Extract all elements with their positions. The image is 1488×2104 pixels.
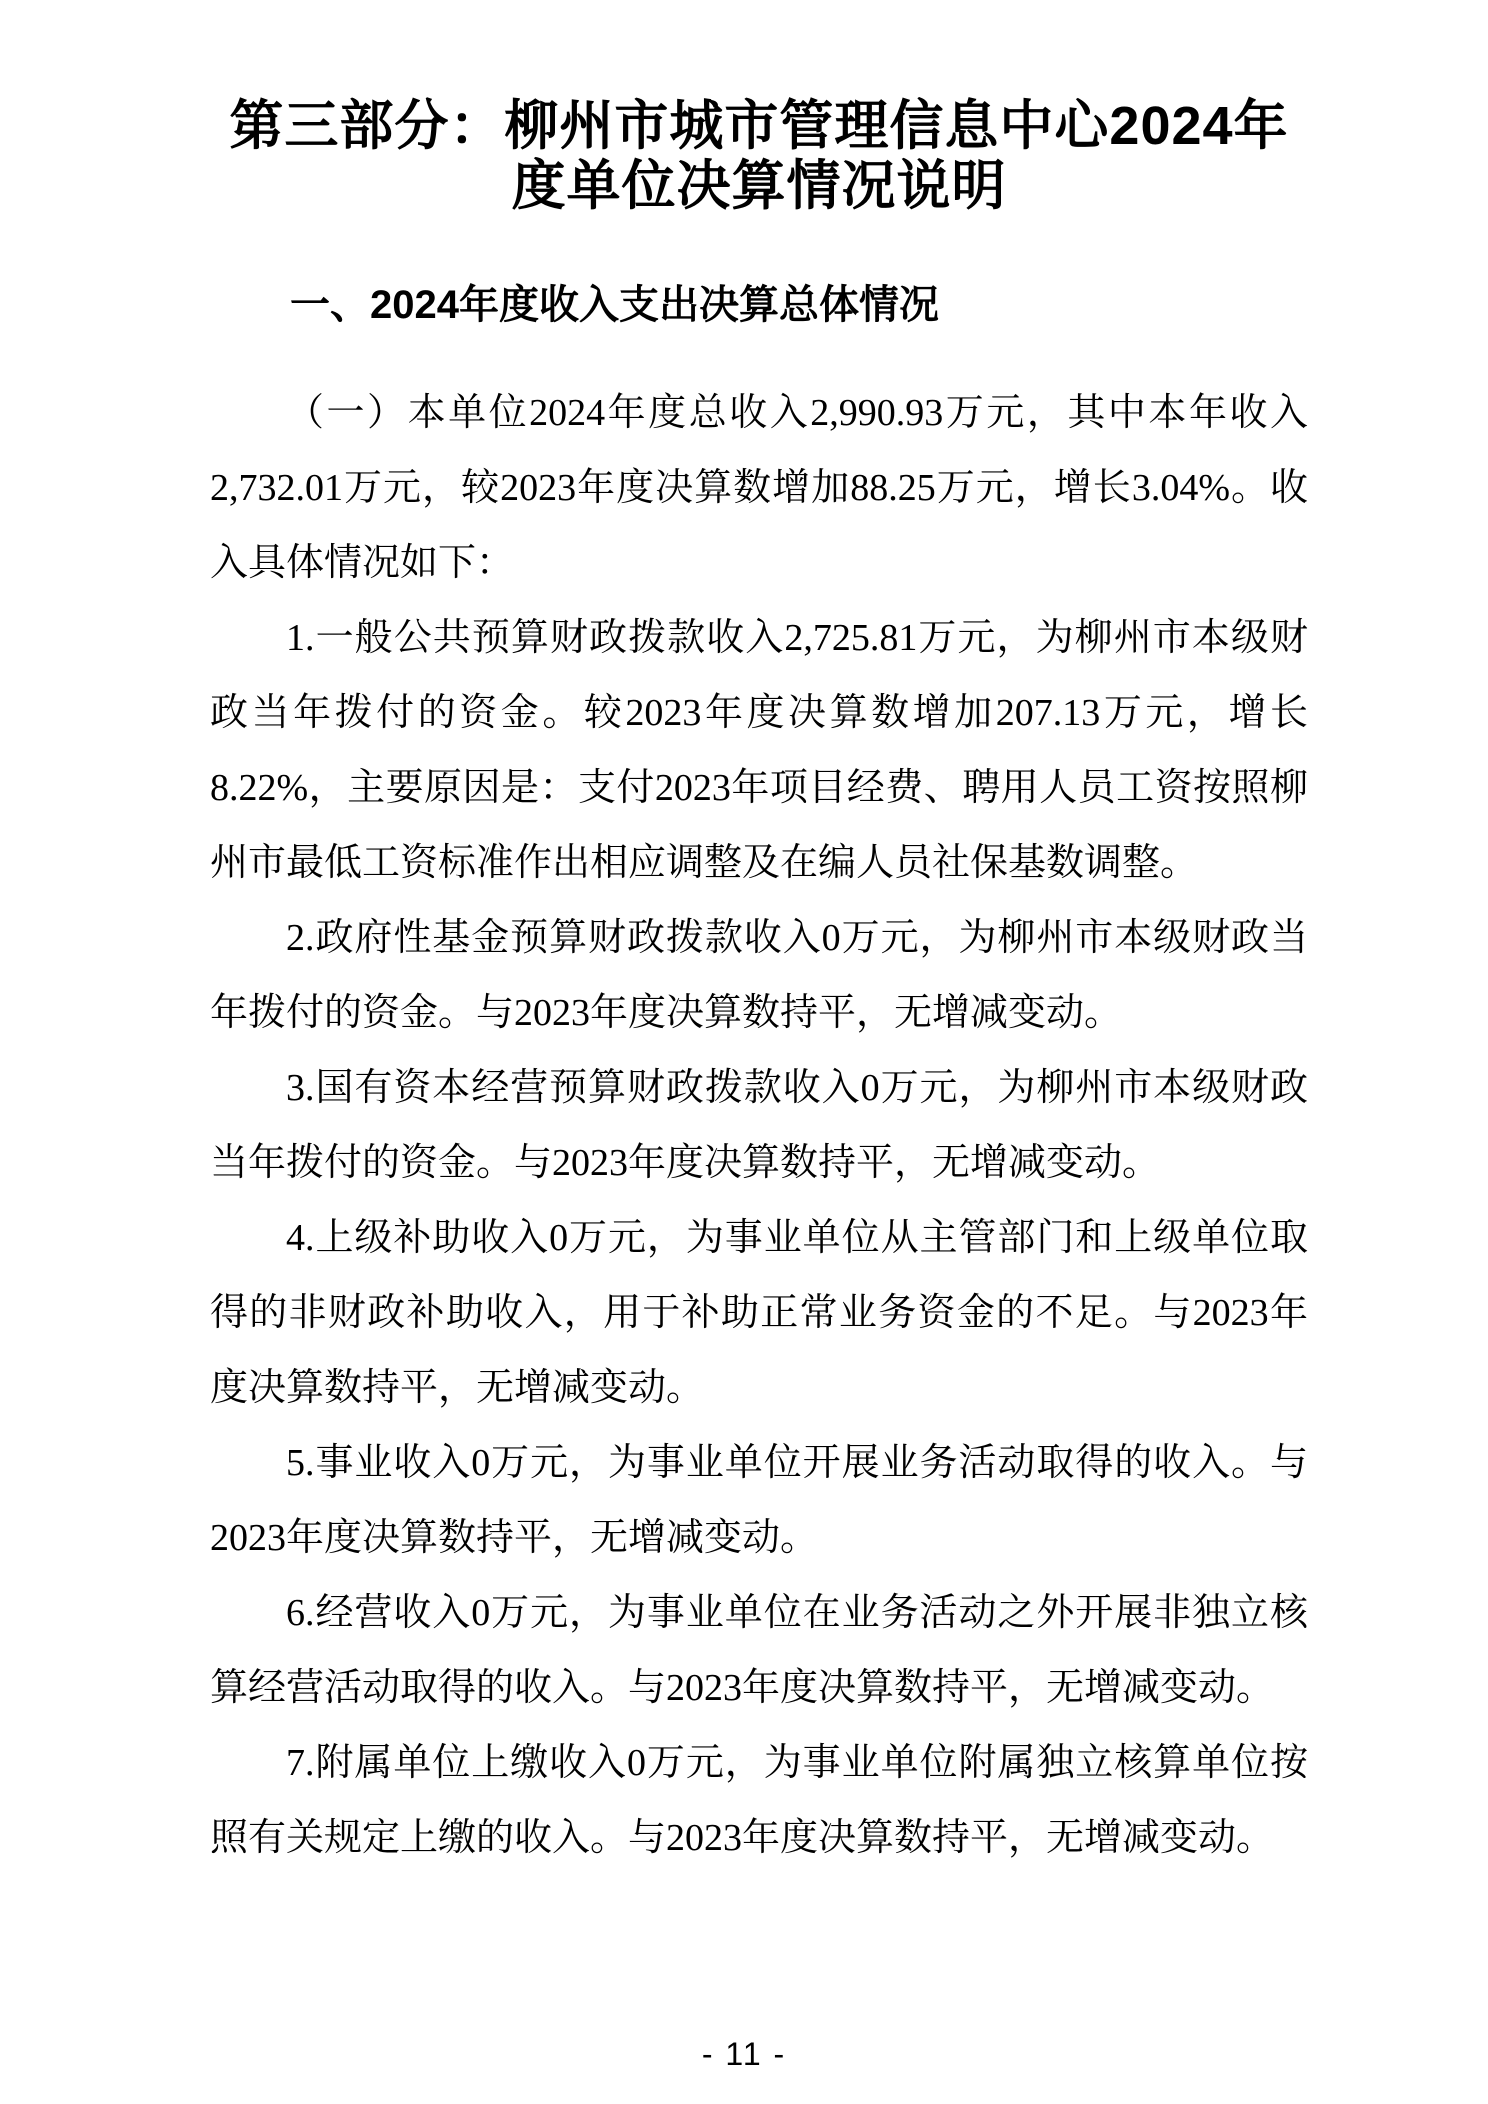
paragraph: （一）本单位2024年度总收入2,990.93万元，其中本年收入2,732.01万元，较2023年度决算数增加88.25万元，增长3.04%。收入具体情况如下： <box>210 392 1308 584</box>
document-content <box>210 0 1308 1876</box>
paragraph: 7.附属单位上缴收入0万元，为事业单位附属独立核算单位按照有关规定上缴的收入。与2023年度决算数持平，无增减变动。 <box>210 1742 1308 1859</box>
paragraph: 6.经营收入0万元，为事业单位在业务活动之外开展非独立核算经营活动取得的收入。与2023年度决算数持平，无增减变动。 <box>210 1592 1308 1709</box>
document-title-line-2: 度单位决算情况说明 <box>511 156 1007 216</box>
body-text <box>210 376 1308 1876</box>
paragraph: 3.国有资本经营预算财政拨款收入0万元，为柳州市本级财政当年拨付的资金。与2023年度决算数持平，无增减变动。 <box>210 1067 1308 1184</box>
document-title <box>210 96 1308 216</box>
paragraph: 4.上级补助收入0万元，为事业单位从主管部门和上级单位取得的非财政补助收入，用于补助正常业务资金的不足。与2023年度决算数持平，无增减变动。 <box>210 1217 1308 1409</box>
paragraph: 5.事业收入0万元，为事业单位开展业务活动取得的收入。与2023年度决算数持平，无增减变动。 <box>210 1442 1308 1559</box>
page-number: - 11 - <box>701 2036 787 2072</box>
section-heading: 一、2024年度收入支出决算总体情况 <box>290 283 939 327</box>
paragraph: 2.政府性基金预算财政拨款收入0万元，为柳州市本级财政当年拨付的资金。与2023年度决算数持平，无增减变动。 <box>210 917 1308 1034</box>
document-title-line-1: 第三部分：柳州市城市管理信息中心2024年 <box>229 96 1289 156</box>
paragraph: 1.一般公共预算财政拨款收入2,725.81万元，为柳州市本级财政当年拨付的资金。较2023年度决算数增加207.13万元，增长8.22%，主要原因是：支付2023年项目经费、聘用人员工资按照柳州市最低工资标准作出相应调整及在编人员社保基数调整。 <box>210 617 1308 884</box>
